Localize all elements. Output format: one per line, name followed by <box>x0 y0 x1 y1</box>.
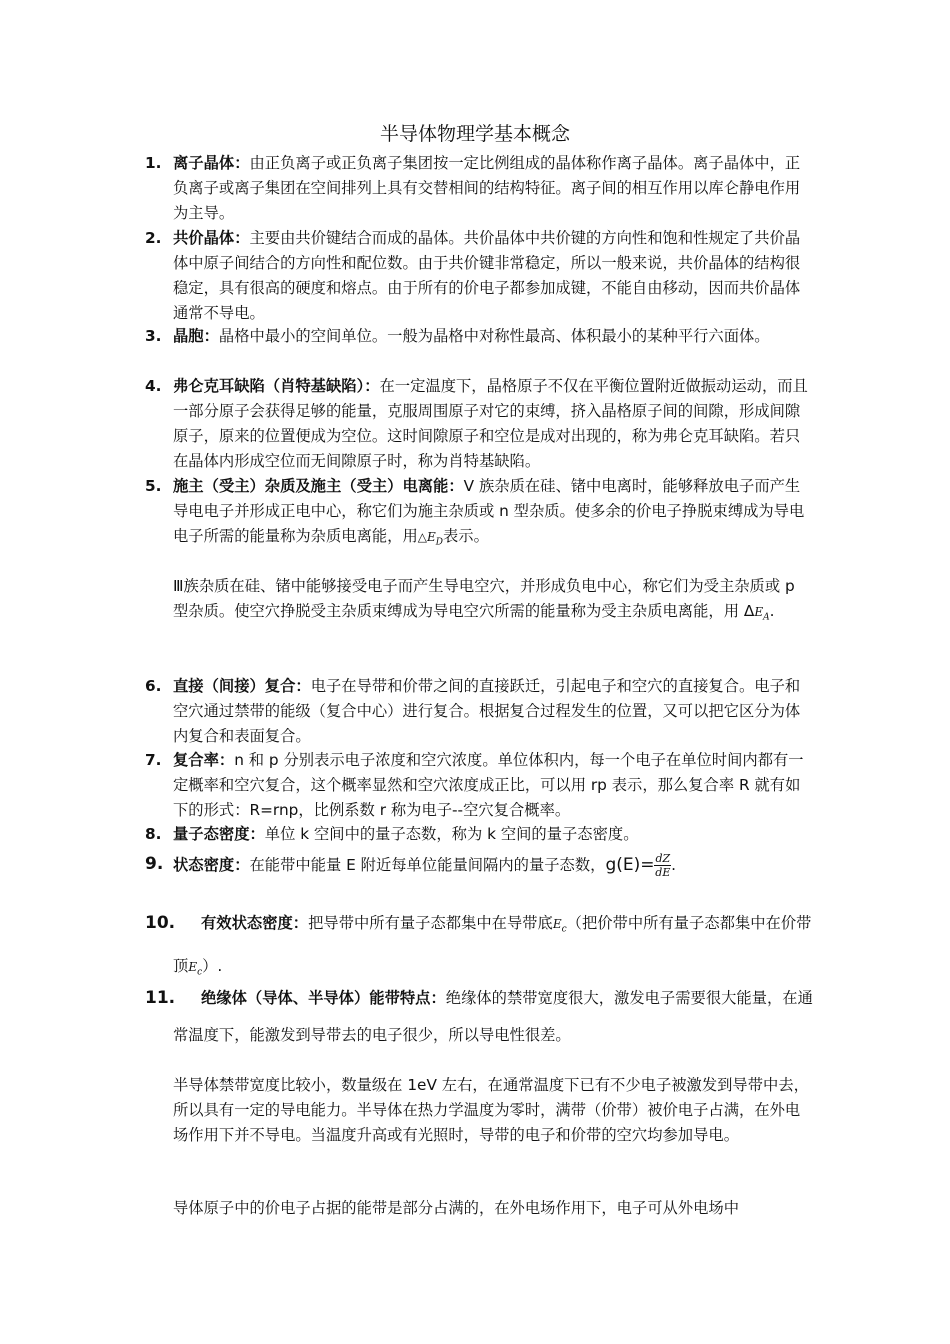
list-item <box>145 674 813 749</box>
item-term: 共价晶体： <box>173 229 250 247</box>
formula: g(E)= <box>605 855 655 875</box>
item-number: 4. <box>145 377 162 395</box>
item-text: 晶格中最小的空间单位。一般为晶格中对称性最高、体积最小的某种平行六面体。 <box>218 327 770 345</box>
item-text-tail: . <box>671 856 677 874</box>
paragraph <box>173 574 813 630</box>
list-item <box>145 151 813 226</box>
item-number: 2. <box>145 229 162 247</box>
item-number: 9. <box>145 854 164 874</box>
item-term: 离子晶体： <box>173 154 250 172</box>
math-symbol: $E_c$ <box>188 960 203 978</box>
math-symbol: $E_c$ <box>552 917 567 935</box>
item-text-tail: 表示。 <box>442 527 489 545</box>
item-text: 主要由共价键结合而成的晶体。共价晶体中共价键的方向性和饱和性规定了共价晶体中原子间结合的方向性和配位数。由于共价键非常稳定，所以一般来说，共价晶体的结构很稳定，具有很高的硬度和熔点。由于所有的价电子都参加成键，不能自由移动，因而共价晶体通常不导电。 <box>173 229 801 322</box>
math-symbol: $E_A$ <box>754 605 770 623</box>
item-text: 在一定温度下，晶格原子不仅在平衡位置附近做振动运动，而且一部分原子会获得足够的能量，克服周围原子对它的束缚，挤入晶格原子间的间隙，形成间隙原子，原来的位置便成为空位。这时间隙原子和空位是成对出现的，称为弗仑克耳缺陷。若只在晶体内形成空位而无间隙原子时，称为肖特基缺陷。 <box>173 377 808 470</box>
list-item <box>145 226 813 326</box>
list-item <box>145 474 813 555</box>
item-term: 复合率： <box>173 751 235 769</box>
item-text: 由正负离子或正负离子集团按一定比例组成的晶体称作离子晶体。离子晶体中，正负离子或离子集团在空间排列上具有交替相间的结构特征。离子间的相互作用以库仑静电作用为主导。 <box>173 154 801 222</box>
item-text: 在能带中能量 E 附近每单位能量间隔内的量子态数， <box>249 856 606 874</box>
paragraph: 导体原子中的价电子占据的能带是部分占满的，在外电场作用下，电子可从外电场中 <box>173 1199 739 1217</box>
paragraph: 半导体禁带宽度比较小，数量级在 1eV 左右，在通常温度下已有不少电子被激发到导带中去，所以具有一定的导电能力。半导体在热力学温度为零时，满带（价带）被价电子占满，在外电场作用下并不导电。当温度升高或有光照时，导带的电子和价带的空穴均参加导电。 <box>173 1076 809 1144</box>
item-number: 3. <box>145 327 162 345</box>
item-term: 绝缘体（导体、半导体）能带特点： <box>201 989 446 1007</box>
item-number: 10. <box>145 913 176 933</box>
item-term: 量子态密度： <box>173 825 265 843</box>
item-text: 把导带中所有量子态都集中在导带底 <box>308 914 553 932</box>
item-text: 单位 k 空间中的量子态数，称为 k 空间的量子态密度。 <box>264 825 639 843</box>
item-text: V 族杂质在硅、锗中电离时，能够释放电子而产生导电电子并形成正电中心，称它们为施主杂质或 n 型杂质。使多余的价电子挣脱束缚成为导电电子所需的能量称为杂质电离能，用 <box>173 477 805 545</box>
item-number: 6. <box>145 677 162 695</box>
item-term: 晶胞： <box>173 327 219 345</box>
item-number: 5. <box>145 477 162 495</box>
item-term: 有效状态密度： <box>201 914 309 932</box>
list-item <box>145 324 813 349</box>
math-symbol: $\triangle E_D$ <box>417 530 443 548</box>
list-item <box>145 905 813 992</box>
page-title: 半导体物理学基本概念 <box>379 123 570 145</box>
item-text: 电子在导带和价带之间的直接跃迁，引起电子和空穴的直接复合。电子和空穴通过禁带的能级（复合中心）进行复合。根据复合过程发生的位置，又可以把它区分为体内复合和表面复合。 <box>173 677 801 745</box>
item-number: 7. <box>145 751 162 769</box>
item-term: 弗仑克耳缺陷（肖特基缺陷）： <box>173 377 380 395</box>
item-term: 状态密度： <box>173 856 250 874</box>
item-text-tail: ）. <box>202 957 223 976</box>
item-number: 8. <box>145 825 162 843</box>
item-text: n 和 p 分别表示电子浓度和空穴浓度。单位体积内，每一个电子在单位时间内都有一定概率和空穴复合，这个概率显然和空穴浓度成正比，可以用 rp 表示，那么复合率 R 就有如下的形式：R=rnp，比例系数 r 称为电子--空穴复合概率。 <box>173 751 804 819</box>
list-item <box>145 748 813 823</box>
list-item <box>145 980 813 1054</box>
item-text: 绝缘体的禁带宽度很大，激发电子需要很大能量，在通常温度下，能激发到导带去的电子很少，所以导电性很差。 <box>173 989 813 1044</box>
list-item <box>145 374 813 474</box>
item-term: 直接（间接）复合： <box>173 677 311 695</box>
item-text-2: （把价带中所有量子态都集中在价带顶 <box>173 914 812 976</box>
list-item <box>145 852 813 879</box>
list-item <box>145 822 813 847</box>
fraction: $\frac{dZ}{dE}$ <box>655 852 671 879</box>
item-term: 施主（受主）杂质及施主（受主）电离能： <box>173 477 464 495</box>
item-number: 11. <box>145 988 176 1008</box>
paragraph-text: Ⅲ族杂质在硅、锗中能够接受电子而产生导电空穴，并形成负电中心，称它们为受主杂质或 p 型杂质。使空穴挣脱受主杂质束缚成为导电空穴所需的能量称为受主杂质电离能，用 Δ <box>173 577 795 620</box>
paragraph-tail: . <box>769 602 775 620</box>
item-number: 1. <box>145 154 162 172</box>
